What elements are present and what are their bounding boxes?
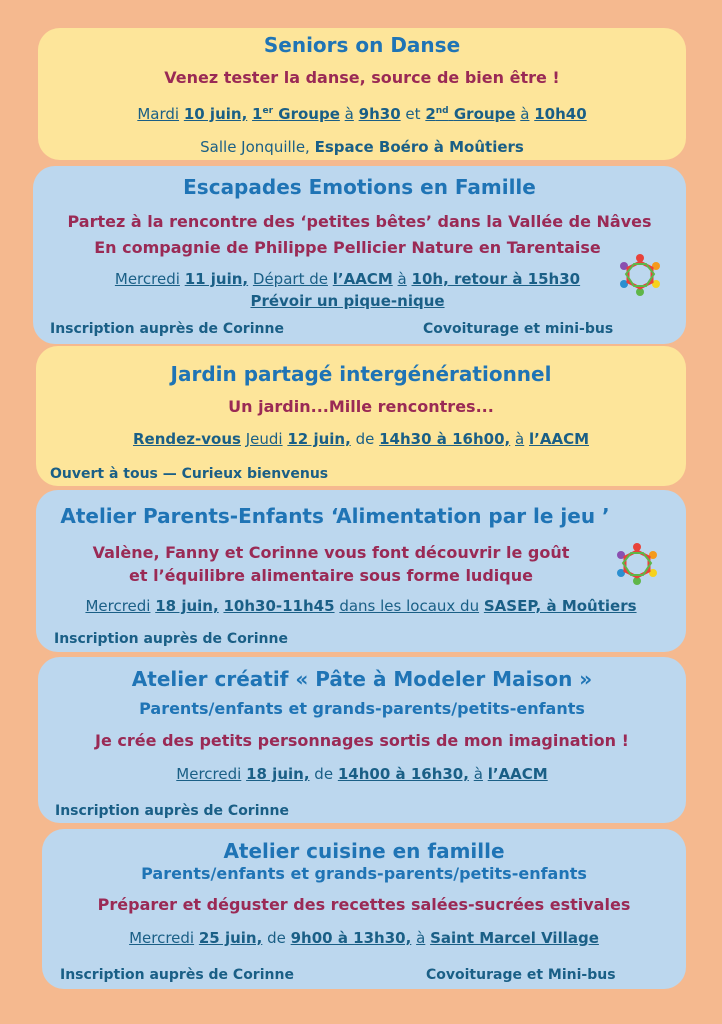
event-date-line: Rendez-vous Jeudi 12 juin, de 14h30 à 16h00, à l’AACM [132,430,590,448]
event-date-line: Mercredi 25 juin, de 9h00 à 13h30, à Saint Marcel Village [129,929,599,947]
people-circle-logo-icon [616,252,664,296]
event-tagline: Un jardin...Mille rencontres... [228,397,494,416]
event-place-line: Salle Jonquille, Espace Boéro à Moûtiers [200,138,524,156]
event-tagline: Partez à la rencontre des ‘petites bêtes’ dans la Vallée de Nâves [67,212,652,231]
event-tagline: Préparer et déguster des recettes salées-sucrées estivales [97,895,631,914]
event-card-escapades [33,166,686,344]
event-footer-left: Inscription auprès de Corinne [55,803,289,819]
event-footer-left: Ouvert à tous — Curieux bienvenus [50,466,329,482]
event-date-line: Mercredi 18 juin, de 14h00 à 16h30, à l’AACM [176,765,548,783]
event-title: Atelier cuisine en famille [223,839,505,863]
event-subtitle: Parents/enfants et grands-parents/petits-enfants [139,699,585,718]
event-card-seniors-danse [38,28,686,160]
event-footer-right: Covoiturage et Mini-bus [426,967,616,983]
event-title: Atelier créatif « Pâte à Modeler Maison » [131,667,593,691]
event-tagline: Valène, Fanny et Corinne vous font découvrir le goût [92,543,570,562]
event-tagline: Je crée des petits personnages sortis de mon imagination ! [95,731,629,750]
event-footer-left: Inscription auprès de Corinne [50,321,284,337]
event-tagline-2: En compagnie de Philippe Pellicier Nature en Tarentaise [94,238,601,257]
event-title: Atelier Parents-Enfants ‘Alimentation par le jeu ’ [60,504,610,528]
event-card-pate-modeler [38,657,686,823]
event-date-line: Mercredi 18 juin, 10h30-11h45 dans les locaux du SASEP, à Moûtiers [85,597,637,615]
event-tagline-2: et l’équilibre alimentaire sous forme ludique [129,566,533,585]
event-subtitle: Parents/enfants et grands-parents/petits-enfants [141,864,587,883]
event-date-line: Mercredi 11 juin, Départ de l’AACM à 10h, retour à 15h30 [114,270,581,288]
event-title: Escapades Emotions en Famille [183,175,536,199]
event-title: Jardin partagé intergénérationnel [170,362,552,386]
event-date-line: Mardi 10 juin, 1er Groupe à 9h30 et 2nd Groupe à 10h40 [137,105,587,123]
event-card-alimentation [36,490,686,652]
event-card-cuisine [42,829,686,989]
people-circle-logo-icon [613,541,661,585]
event-footer-left: Inscription auprès de Corinne [60,967,294,983]
event-footer-left: Inscription auprès de Corinne [54,631,288,647]
event-tagline: Venez tester la danse, source de bien être ! [164,68,560,87]
event-card-jardin [36,346,686,486]
event-title: Seniors on Danse [263,33,461,57]
event-footer-right: Covoiturage et mini-bus [423,321,614,337]
event-note: Prévoir un pique-nique [250,292,445,310]
